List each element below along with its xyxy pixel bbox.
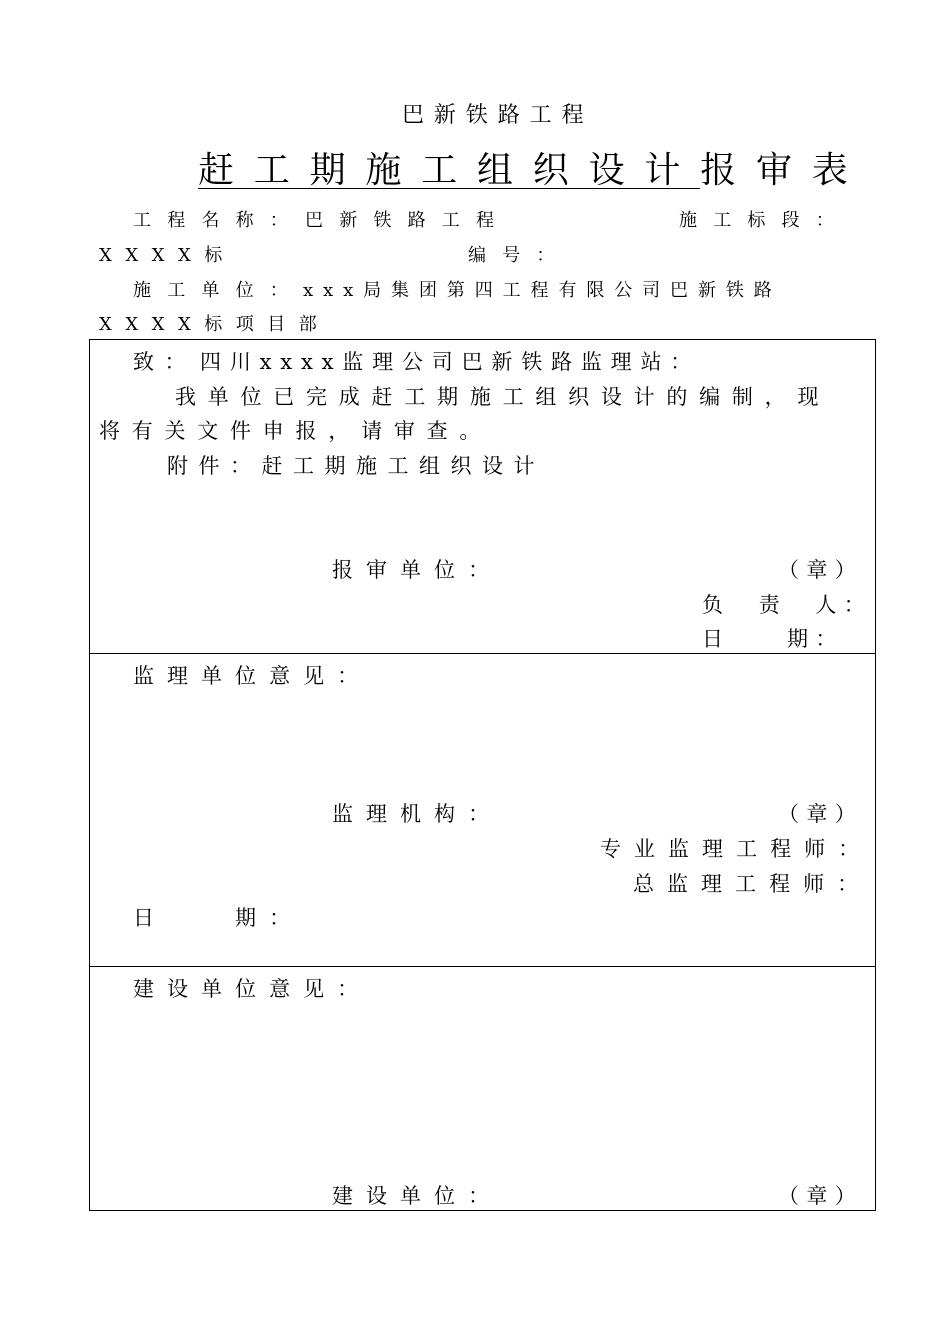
construction-seal: （章） [778,1184,864,1208]
submission-section [90,340,876,654]
attachment-line: 附件：赶工期施工组织设计 [167,454,545,478]
specialty-engineer-label: 专业监理工程师： [600,837,873,861]
document-subtitle: 巴新铁路工程 [402,103,594,128]
reporting-seal: （章） [778,558,864,582]
document-title-rest: 报审表 [700,150,868,191]
section-label: 施工标段： [679,210,850,231]
responsible-person-label: 负 责 人： [702,593,873,617]
construction-unit-label: 建设单位： [332,1184,503,1208]
reporting-unit-label: 报审单位： [332,558,503,582]
chief-engineer-label: 总监理工程师： [633,872,872,896]
body-line2: 将有关文件申报，请审查。 [99,419,493,443]
project-name-label: 工程名称： [133,210,304,231]
document-title-underlined: 赶工期施工组织设计 [198,150,701,191]
unit-value-line1: xxx局集团第四工程有限公司巴新铁路 [303,280,782,301]
construction-section [90,967,876,1211]
section-value: XXXX标 [99,245,236,266]
supervision-date-label: 日 期： [133,906,304,930]
to-value: 四川xxxx监理公司巴新铁路监理站： [200,350,701,374]
unit-label: 施工单位： [133,280,304,301]
submission-date-label: 日 期： [702,627,844,651]
supervision-opinion-label: 监理单位意见： [133,664,372,688]
unit-value-line2: XXXX标项目部 [99,314,331,335]
supervision-section [90,654,876,967]
approval-form-table [89,339,876,1211]
document-title [198,142,868,193]
supervision-seal: （章） [778,802,864,826]
number-label: 编号： [468,245,571,266]
construction-opinion-label: 建设单位意见： [133,977,372,1001]
to-label: 致： [133,350,196,374]
body-line1: 我单位已完成赶工期施工组织设计的编制，现 [175,385,831,409]
supervision-agency-label: 监理机构： [332,802,503,826]
project-name-value: 巴新铁路工程 [305,210,511,231]
